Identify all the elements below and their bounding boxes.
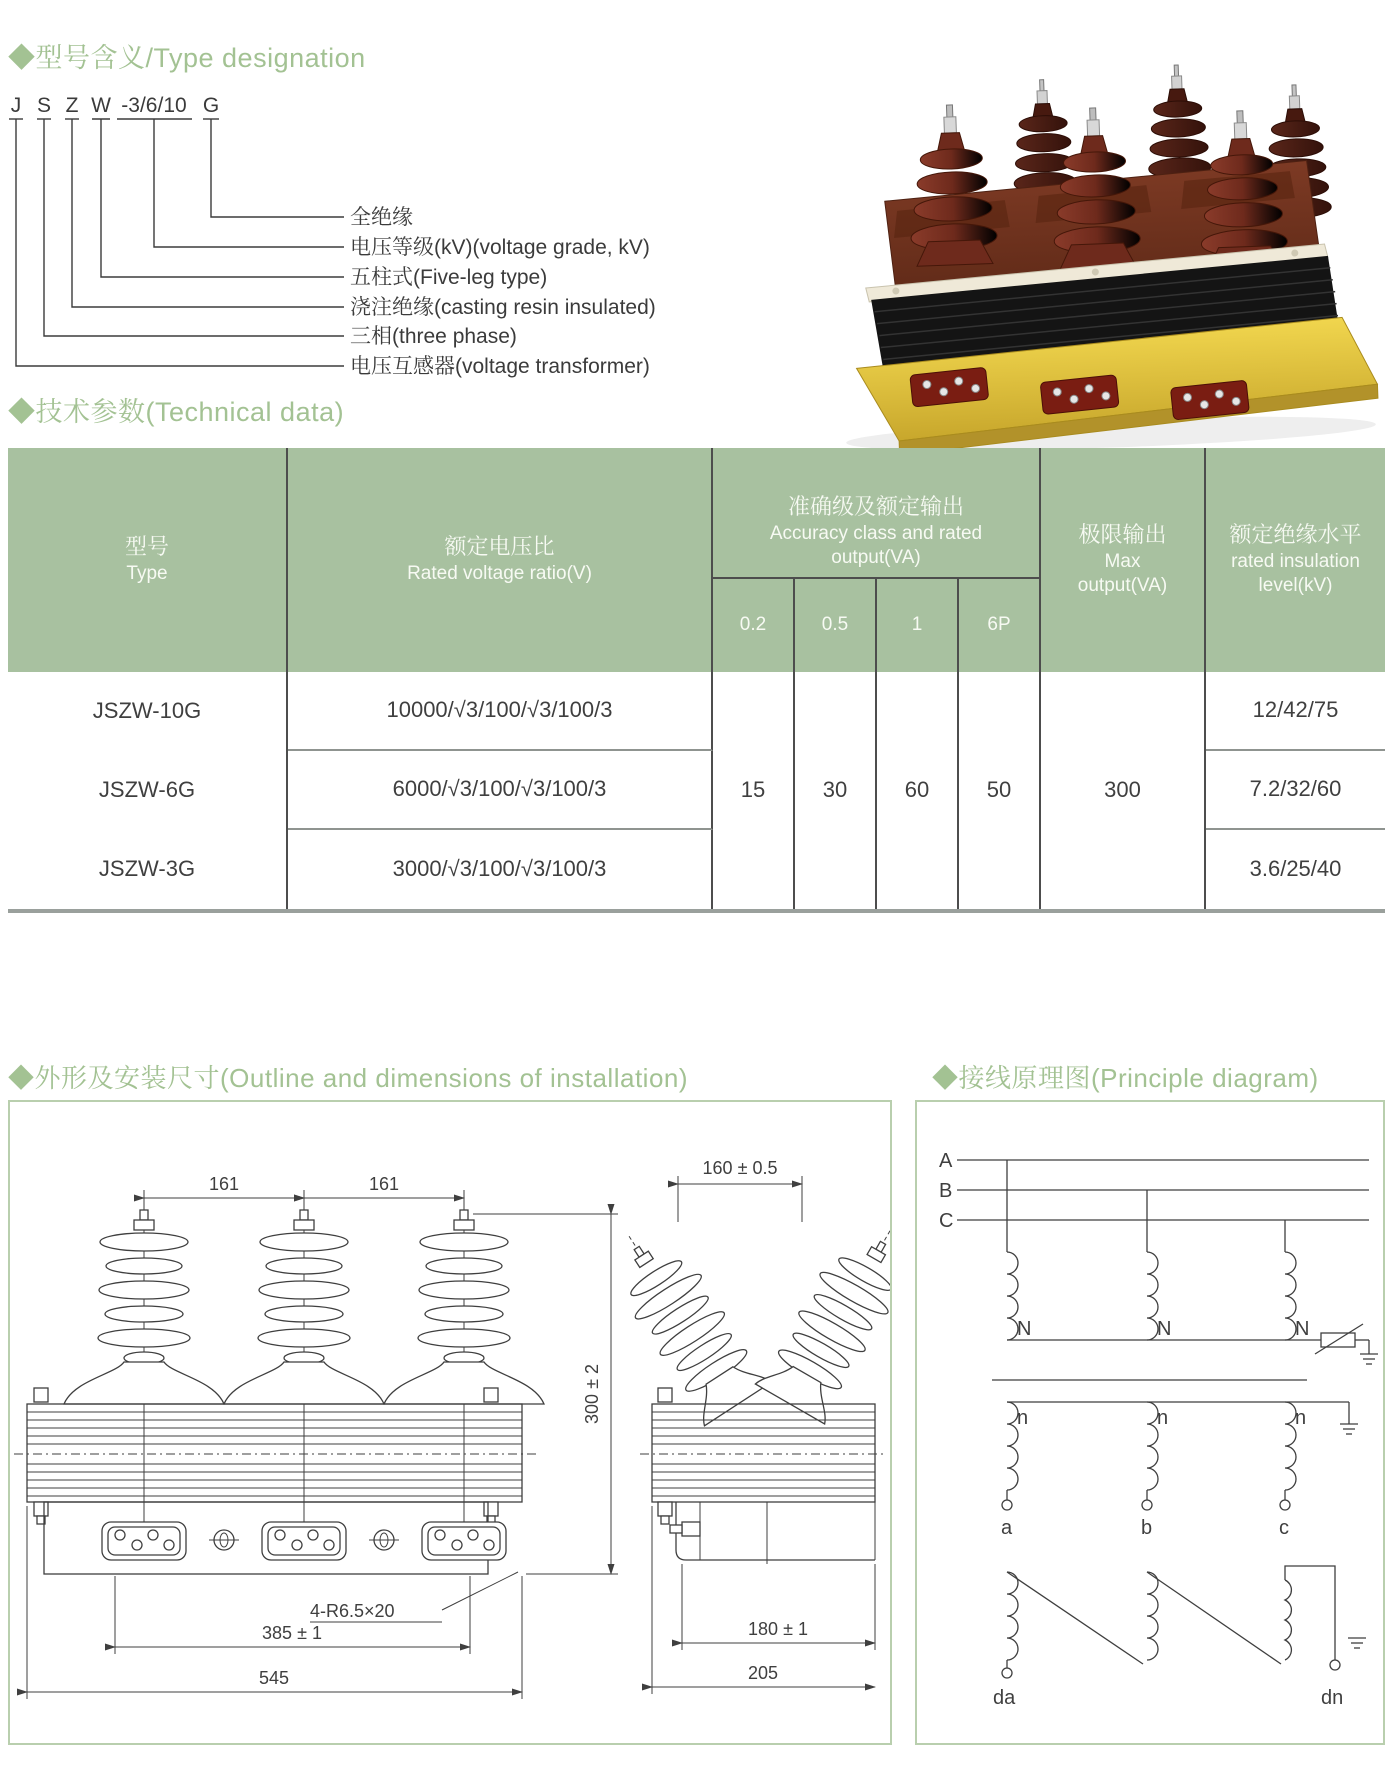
code-letter-w: W bbox=[91, 94, 111, 117]
designation-connector-lines bbox=[16, 119, 344, 366]
table-merged-max: 300 bbox=[1041, 672, 1206, 909]
dim-side-total: 205 bbox=[747, 1663, 779, 1683]
col-header-acc-1: 1 bbox=[877, 579, 959, 672]
dim-total-front: 545 bbox=[258, 1668, 290, 1688]
dim-side-mount: 180 ± 1 bbox=[748, 1619, 808, 1639]
outline-drawing bbox=[10, 1102, 890, 1743]
dim-mount-front: 385 ± 1 bbox=[262, 1623, 322, 1643]
terminal-dn-label: dn bbox=[1321, 1687, 1344, 1709]
primary-neutral-label-2: N bbox=[1157, 1318, 1172, 1340]
label-five-leg: 五柱式(Five-leg type) bbox=[350, 266, 548, 289]
code-letter-z: Z bbox=[65, 94, 79, 117]
code-grade: -3/6/10 bbox=[121, 94, 187, 117]
dim-height: 300 ± 2 bbox=[582, 1364, 602, 1424]
front-view bbox=[14, 1174, 618, 1699]
table-row-ratio-2: 3000/√3/100/√3/100/3 bbox=[288, 830, 713, 909]
label-three-phase: 三相(three phase) bbox=[350, 325, 517, 348]
secondary-neutral-label-1: n bbox=[1017, 1407, 1029, 1429]
code-letter-j: J bbox=[10, 94, 22, 117]
terminal-b-label: b bbox=[1141, 1517, 1153, 1539]
label-voltage-grade: 电压等级(kV)(voltage grade, kV) bbox=[350, 236, 650, 259]
col-header-acc-6p: 6P bbox=[959, 579, 1041, 672]
table-row-ins-0: 12/42/75 bbox=[1206, 672, 1385, 751]
dim-holes: 4-R6.5×20 bbox=[310, 1601, 395, 1621]
table-merged-acc-6p: 50 bbox=[959, 672, 1041, 909]
table-row-type-2: JSZW-3G bbox=[8, 830, 288, 909]
label-voltage-transformer: 电压互感器(voltage transformer) bbox=[350, 355, 650, 378]
table-row-ins-2: 3.6/25/40 bbox=[1249, 856, 1342, 882]
product-photo bbox=[795, 42, 1394, 452]
table-merged-acc-02: 15 bbox=[713, 672, 795, 909]
code-letter-g: G bbox=[202, 94, 220, 117]
principle-diagram-box bbox=[915, 1100, 1385, 1745]
col-header-acc-02: 0.2 bbox=[713, 579, 795, 672]
table-row-ratio-0: 10000/√3/100/√3/100/3 bbox=[288, 672, 713, 751]
type-designation-diagram bbox=[8, 86, 728, 390]
dim-pitch-left: 161 bbox=[208, 1174, 240, 1194]
phase-b-label: B bbox=[939, 1180, 953, 1202]
primary-neutral-label-3: N bbox=[1295, 1318, 1310, 1340]
heading-type-designation: ◆型号含义/Type designation bbox=[8, 43, 366, 73]
code-letter-s: S bbox=[36, 94, 52, 117]
dim-pitch-right: 161 bbox=[368, 1174, 400, 1194]
primary-neutral-label-1: N bbox=[1017, 1318, 1032, 1340]
phase-c-label: C bbox=[939, 1210, 954, 1232]
col-header-accuracy-group: 准确级及额定输出 Accuracy class and rated output(VA) bbox=[713, 448, 1041, 579]
table-merged-acc-1: 60 bbox=[877, 672, 959, 909]
table-row-type-1: JSZW-6G bbox=[8, 751, 288, 830]
table-row-ins-1: 7.2/32/60 bbox=[1206, 751, 1385, 830]
terminal-a-label: a bbox=[1001, 1517, 1013, 1539]
principle-diagram bbox=[917, 1102, 1383, 1743]
heading-principle: ◆接线原理图(Principle diagram) bbox=[932, 1063, 1319, 1093]
terminal-c-label: c bbox=[1279, 1517, 1289, 1539]
outline-drawing-box bbox=[8, 1100, 892, 1745]
secondary-neutral-label-3: n bbox=[1295, 1407, 1307, 1429]
terminal-da-label: da bbox=[993, 1687, 1016, 1709]
table-row-ratio-1: 6000/√3/100/√3/100/3 bbox=[288, 751, 713, 830]
technical-data-table bbox=[8, 448, 1385, 913]
col-header-ratio: 额定电压比 Rated voltage ratio(V) bbox=[288, 448, 713, 672]
dim-side-top: 160 ± 0.5 bbox=[702, 1158, 778, 1178]
col-header-type: 型号 Type bbox=[8, 448, 288, 672]
col-header-max-output: 极限输出 Max output(VA) bbox=[1041, 448, 1206, 672]
table-merged-acc-05: 30 bbox=[795, 672, 877, 909]
table-row-type-0: JSZW-10G bbox=[8, 672, 288, 751]
col-header-insulation: 额定绝缘水平 rated insulation level(kV) bbox=[1206, 448, 1385, 672]
side-view bbox=[596, 1158, 890, 1694]
secondary-neutral-label-2: n bbox=[1157, 1407, 1169, 1429]
heading-outline: ◆外形及安装尺寸(Outline and dimensions of installation) bbox=[8, 1063, 689, 1093]
phase-a-label: A bbox=[939, 1150, 953, 1172]
label-cast-resin: 浇注绝缘(casting resin insulated) bbox=[350, 296, 656, 319]
heading-technical-data: ◆技术参数(Technical data) bbox=[8, 397, 345, 427]
col-header-acc-05: 0.5 bbox=[795, 579, 877, 672]
terminal-box-front bbox=[102, 1522, 506, 1560]
label-full-insulation: 全绝缘 bbox=[350, 206, 413, 229]
